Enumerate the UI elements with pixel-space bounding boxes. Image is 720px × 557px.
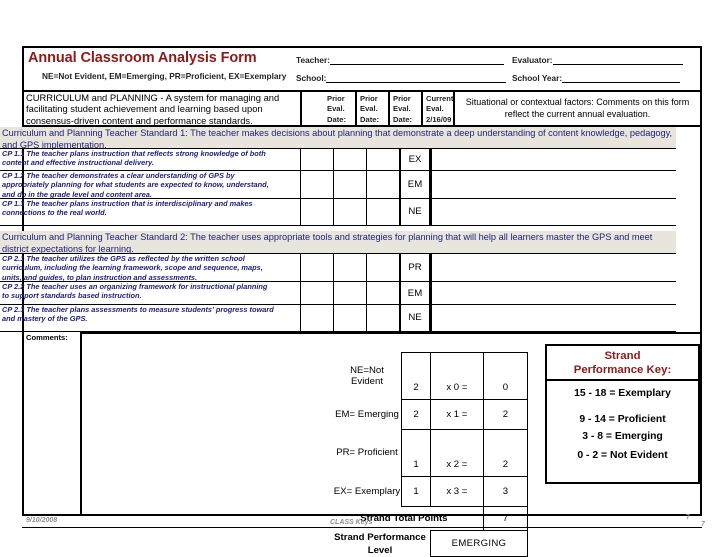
current-eval-cell[interactable] — [399, 254, 431, 281]
table-row — [330, 430, 528, 454]
prior-eval-1-line3: Date: — [327, 114, 346, 124]
current-rating: NE — [408, 206, 422, 217]
prior-eval-column-2 — [357, 92, 390, 127]
prior-eval-1-cell[interactable] — [300, 199, 333, 225]
indicator-row — [0, 171, 676, 199]
prior-eval-3-line1: Prior — [393, 94, 411, 103]
indicator-text: CP 1.3 The teacher plans instruction that is interdisciplinary and makes connections to the real world. — [2, 199, 253, 218]
prior-eval-1-cell[interactable] — [300, 254, 333, 281]
level-label-ex: EX= Exemplary — [333, 485, 401, 497]
strand-description: CURRICULUM and PLANNING - A system for managing and facilitating student achievement and learning based upon consensus-driven content and performance standards. — [26, 92, 302, 127]
count-ne[interactable]: 2 — [402, 376, 431, 400]
prior-eval-3-cell[interactable] — [366, 305, 399, 331]
key-title-line2: Performance Key: — [573, 363, 672, 376]
indicator-comment-cell[interactable] — [431, 171, 676, 198]
teacher-input[interactable] — [330, 55, 504, 65]
indicator-comment-cell[interactable] — [431, 305, 676, 331]
current-rating: EX — [408, 154, 422, 165]
indicator-row — [0, 254, 676, 282]
footer-date: 9/10/2008 — [26, 517, 58, 524]
prior-eval-2-line3: Date: — [360, 114, 379, 124]
school-year-input[interactable] — [562, 73, 680, 83]
teacher-label: Teacher: — [296, 55, 330, 65]
prior-eval-3-line2: Eval. — [393, 104, 411, 114]
prior-eval-3-cell[interactable] — [366, 282, 399, 304]
prior-eval-1-cell[interactable] — [300, 282, 333, 304]
count-pr-top[interactable] — [402, 430, 431, 454]
comments-vertical-rule — [80, 332, 82, 515]
current-rating: PR — [408, 262, 422, 273]
key-item-emerging: 3 - 8 = Emerging — [582, 431, 663, 442]
level-label-ne: NE=Not Evident — [350, 364, 384, 387]
footer-page-number-secondary: 7 — [701, 521, 705, 528]
result-pr: 2 — [483, 453, 527, 477]
current-eval-cell[interactable] — [399, 149, 431, 170]
count-ne-top[interactable] — [402, 353, 431, 377]
strand-performance-key — [545, 344, 700, 484]
indicator-row — [0, 282, 676, 305]
rating-legend: NE=Not Evident, EM=Emerging, PR=Proficient, EX=Exemplary — [42, 71, 287, 81]
prior-eval-1-cell[interactable] — [300, 305, 333, 331]
prior-eval-1-cell[interactable] — [300, 149, 333, 170]
current-eval-column — [423, 92, 455, 127]
current-rating: EM — [407, 288, 423, 299]
strand-performance-label: Strand Performance Level — [334, 531, 426, 556]
prior-eval-3-cell[interactable] — [366, 149, 399, 170]
indicator-row — [0, 149, 676, 171]
footer-divider — [22, 527, 702, 528]
indicator-comment-cell[interactable] — [431, 199, 676, 225]
mult-pr: x 2 = — [431, 453, 484, 477]
current-eval-line2: Eval. — [426, 104, 444, 114]
evaluator-input[interactable] — [553, 55, 683, 65]
prior-eval-2-cell[interactable] — [333, 171, 366, 198]
page-title: Annual Classroom Analysis Form — [28, 50, 257, 66]
result-ne-top — [483, 353, 527, 377]
key-title-line1: Strand — [604, 350, 641, 362]
prior-eval-2-cell[interactable] — [333, 149, 366, 170]
table-row — [330, 477, 528, 507]
current-rating: NE — [408, 312, 422, 323]
key-title — [547, 346, 698, 377]
count-pr[interactable]: 1 — [402, 453, 431, 477]
school-year-label: School Year: — [512, 73, 563, 83]
key-item-not-evident: 0 - 2 = Not Evident — [577, 450, 668, 461]
prior-eval-3-line3: Date: — [393, 114, 412, 124]
table-row — [330, 353, 528, 377]
evaluator-field[interactable] — [512, 55, 683, 65]
indicator-comment-cell[interactable] — [431, 282, 676, 304]
result-pr-top — [483, 430, 527, 454]
mult-ne: x 0 = — [431, 376, 484, 400]
prior-eval-1-line2: Eval. — [327, 104, 345, 114]
indicator-text: CP 2.2 The teacher uses an organizing framework for instructional planning to support standards based instruction. — [2, 282, 268, 301]
indicator-comment-cell[interactable] — [431, 254, 676, 281]
current-eval-cell[interactable] — [399, 282, 431, 304]
school-year-field[interactable] — [512, 73, 680, 83]
current-rating: EM — [407, 179, 423, 190]
prior-eval-2-cell[interactable] — [333, 282, 366, 304]
level-label-pr: PR= Proficient — [336, 447, 398, 459]
standard-band-2: Curriculum and Planning Teacher Standard 2: The teacher uses appropriate tools and strategies for planning that will help all learners master the GPS and meet district expectations for learning. — [0, 231, 676, 254]
table-row — [330, 531, 528, 557]
result-em: 2 — [483, 400, 527, 430]
form-header — [24, 48, 700, 92]
indicator-comment-cell[interactable] — [431, 149, 676, 170]
footer-page-number: 7 — [686, 514, 690, 521]
school-field[interactable] — [296, 73, 506, 83]
prior-eval-3-cell[interactable] — [366, 254, 399, 281]
prior-eval-3-cell[interactable] — [366, 199, 399, 225]
comments-label: Comments: — [26, 333, 68, 342]
current-eval-date: 2/16/09 — [426, 114, 452, 124]
mult-em: x 1 = — [431, 400, 484, 430]
indicator-text: CP 2.1 The teacher utilizes the GPS as reflected by the written school curriculum, including the learning framework, scope and sequence, maps, units, and guides, to plan instruction and assessments. — [2, 254, 263, 282]
indicator-text: CP 1.1 The teacher plans instruction that reflects strong knowledge of both content and effective instructional delivery. — [2, 149, 266, 168]
prior-eval-2-cell[interactable] — [333, 199, 366, 225]
prior-eval-1-cell[interactable] — [300, 171, 333, 198]
strand-total-label: Strand Total Points — [360, 513, 448, 524]
indicator-row — [0, 305, 676, 332]
standard-band-1: Curriculum and Planning Teacher Standard 1: The teacher makes decisions about planning that demonstrate a deep understanding of content knowledge, pedagogy, and GPS implementation. — [0, 127, 676, 149]
prior-eval-2-cell[interactable] — [333, 254, 366, 281]
key-item-proficient: 9 - 14 = Proficient — [579, 414, 666, 425]
prior-eval-2-line1: Prior — [360, 94, 378, 103]
key-item-exemplary: 15 - 18 = Exemplary — [574, 388, 671, 399]
school-input[interactable] — [326, 73, 506, 83]
indicator-text: CP 2.3 The teacher plans assessments to measure students' progress toward and mastery of the GPS. — [2, 305, 274, 324]
mult-ne-top — [431, 353, 484, 377]
evaluator-label: Evaluator: — [512, 55, 553, 65]
teacher-field[interactable] — [296, 55, 504, 65]
current-eval-cell[interactable] — [399, 171, 431, 198]
prior-eval-2-line2: Eval. — [360, 104, 378, 114]
footer-title: CLASS Keys — [330, 519, 373, 526]
current-eval-cell[interactable] — [399, 305, 431, 331]
strand-description-row — [24, 92, 700, 127]
strand-performance-value: EMERGING — [431, 531, 528, 557]
count-em[interactable]: 2 — [402, 400, 431, 430]
situational-note: Situational or contextual factors: Comments on this form reflect the current annual evaluation. — [465, 97, 690, 119]
key-divider — [547, 379, 698, 381]
mult-ex: x 3 = — [431, 477, 484, 507]
prior-eval-3-cell[interactable] — [366, 171, 399, 198]
level-label-em: EM= Emerging — [335, 408, 399, 420]
current-eval-line1: Current — [426, 94, 454, 103]
prior-eval-2-cell[interactable] — [333, 305, 366, 331]
prior-eval-column-1 — [324, 92, 357, 127]
strand-total-value: 7 — [483, 507, 527, 531]
mult-pr-top — [431, 430, 484, 454]
prior-eval-1-line1: Prior — [327, 94, 345, 103]
count-ex[interactable]: 1 — [402, 477, 431, 507]
result-ne: 0 — [483, 376, 527, 400]
result-ex: 3 — [483, 477, 527, 507]
current-eval-cell[interactable] — [399, 199, 431, 225]
school-label: School: — [296, 73, 327, 83]
prior-eval-column-3 — [390, 92, 423, 127]
indicator-text: CP 1.2 The teacher demonstrates a clear understanding of GPS by appropriately planning for what students are expected to know, understand, and do in the grade level and content area. — [2, 171, 269, 199]
table-row — [330, 400, 528, 430]
indicator-row — [0, 199, 676, 226]
comments-divider — [80, 332, 700, 334]
